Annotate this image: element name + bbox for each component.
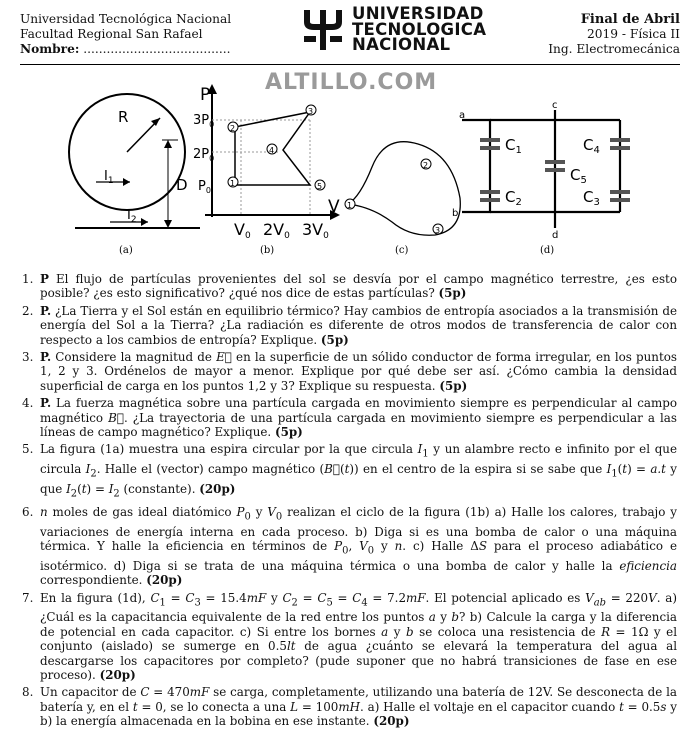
question-2 bbox=[22, 304, 677, 347]
utn-logo bbox=[300, 6, 510, 60]
question-number: 7. bbox=[22, 590, 34, 605]
name-label: Nombre: bbox=[20, 42, 80, 56]
svg-text:C5: $C_5$ bbox=[570, 166, 587, 186]
question-text: n moles de gas ideal diatómico $P_0$ y $V_0$ realizan el ciclo de la figura (1b) a) Halle los calores, trabajo y variaciones de energía interna en cada proceso. b) Diga si es una bomba de calor o una máquina térmica. Y halle la eficiencia en términos de $P_0$, $V_0$ y n. c) Halle ΔS para el proceso adiabático e isotérmico. d) Diga si se trata de una máquina térmica o una bomba de calor y halle la eficiencia correspondiente. (20p) bbox=[40, 504, 678, 588]
figure-d bbox=[462, 110, 630, 228]
svg-text:2: 2 bbox=[230, 124, 236, 133]
question-4 bbox=[22, 396, 677, 439]
figure-d-labels bbox=[452, 100, 600, 256]
question-text: En la figura (1d), $C_1 = C_3 = 15.4mF$ y $C_2 = C_5 = C_4 = 7.2mF$. El potencial aplicado es $V_{ab} = 220V$. a) ¿Cuál es la capacitancia equivalente de la red entre los puntos a y b? b) Calcule la carga y la diferencia de potencial en cada capacitor. c) Si entre los bornes a y b se coloca una resistencia de R = 1Ω y el conjunto (aislado) se sumerge en 0.5lt de agua ¿cuánto se elevará la temperatura del agua al descargarse los capacitores por completo? (pude suponer que no habrá transiciones de fase en ese proceso). (20p) bbox=[40, 590, 678, 682]
figure-c bbox=[345, 142, 460, 256]
conductor-outline bbox=[348, 142, 460, 236]
question-number: 1. bbox=[22, 272, 34, 286]
tick-p0: $P_0$ bbox=[198, 179, 211, 195]
distance-label: D bbox=[176, 176, 188, 194]
question-text: La figura (1a) muestra una espira circular por la que circula $I_1$ y un alambre recto e infinito por el que circula $I_2$. Halle el (vector) campo magnético (B⃗(t)) en el centro de la espira si se sabe que $I_1(t) = a.t$ y que $I_2(t) = I_2$ (constante). (20p) bbox=[40, 442, 677, 500]
figures-panel bbox=[0, 72, 700, 262]
question-7 bbox=[22, 591, 677, 683]
svg-text:d: d bbox=[552, 230, 559, 241]
question-3 bbox=[22, 350, 677, 393]
exam-title: Final de Abril bbox=[580, 12, 680, 27]
svg-text:b: b bbox=[452, 208, 459, 219]
altillo-watermark: ALTILLO.COM bbox=[265, 70, 438, 95]
header-rule bbox=[20, 64, 680, 65]
tick-v0: V0 bbox=[234, 220, 251, 241]
question-number: 4. bbox=[22, 396, 34, 411]
svg-text:a: a bbox=[459, 110, 466, 121]
svg-text:4: 4 bbox=[269, 146, 275, 155]
svg-text:C4: $C_4$ bbox=[583, 136, 600, 156]
tick-2p0: $2P_0$ bbox=[193, 147, 215, 163]
header-left bbox=[20, 12, 231, 57]
svg-text:C3: $C_3$ bbox=[583, 188, 600, 208]
question-text: Un capacitor de C = 470mF se carga, completamente, utilizando una batería de 12V. Se desconecta de la batería y, en el t = 0, se lo conecta a una L = 100mH. a) Halle el voltaje en el capacitor cuando t = 0.5s y b) la energía almacenada en la bobina en ese instante. (20p) bbox=[40, 685, 678, 729]
svg-text:2: 2 bbox=[423, 161, 429, 170]
question-5 bbox=[22, 442, 677, 501]
svg-text:5: 5 bbox=[317, 182, 323, 191]
question-number: 2. bbox=[22, 303, 34, 318]
svg-text:c: c bbox=[552, 100, 558, 111]
question-number: 8. bbox=[22, 685, 34, 700]
career-name: Ing. Electromecánica bbox=[548, 42, 680, 56]
utn-logo-icon bbox=[300, 6, 346, 54]
question-8 bbox=[22, 685, 677, 728]
student-name-line bbox=[20, 42, 231, 57]
svg-text:3: 3 bbox=[435, 226, 441, 235]
faculty-name: Facultad Regional San Rafael bbox=[20, 27, 203, 41]
svg-text:3: 3 bbox=[308, 107, 314, 116]
exam-year: 2019 - Física II bbox=[587, 27, 680, 41]
question-number: 6. bbox=[22, 504, 34, 519]
exam-header bbox=[20, 4, 680, 66]
caption-d: (d) bbox=[540, 245, 555, 256]
svg-text:1: 1 bbox=[230, 179, 236, 188]
axis-p-label: P bbox=[200, 85, 211, 105]
radius-label: R bbox=[118, 108, 129, 126]
question-1 bbox=[22, 272, 677, 301]
figure-a bbox=[69, 94, 200, 256]
svg-text:C2: $C_2$ bbox=[505, 188, 522, 208]
svg-text:1: 1 bbox=[347, 201, 353, 210]
question-text: P El flujo de partículas provenientes del sol se desvía por el campo magnético terrestre, ¿es esto posible? ¿es esto significativo? ¿qué nos dice de estas partículas? (5p) bbox=[40, 272, 677, 301]
question-text: P. ¿La Tierra y el Sol están en equilibrio térmico? Hay cambios de entropía asociados a la transmisión de energía del Sol a la Tierra? ¿La radiación es diferente de otros modos de transferencia de calor con respecto a los cambios de entropía? Explique. (5p) bbox=[40, 303, 677, 347]
university-name: Universidad Tecnológica Nacional bbox=[20, 12, 232, 26]
question-number: 3. bbox=[22, 350, 34, 365]
utn-logo-text: UNIVERSIDAD TECNOLOGICA NACIONAL bbox=[352, 4, 487, 54]
caption-b: (b) bbox=[260, 245, 275, 256]
current-i1-label: $I_1$ bbox=[104, 169, 114, 186]
tick-3v0: 3V0 bbox=[302, 220, 329, 241]
tick-2v0: 2V0 bbox=[263, 220, 290, 241]
question-6 bbox=[22, 505, 677, 588]
question-text: P. Considere la magnitud de E⃗ en la superficie de un sólido conductor de forma irregular, en los puntos 1, 2 y 3. Ordénelos de mayor a menor. Explique por qué debe ser así. ¿Cómo cambia la densidad superficial de carga en los puntos 1,2 y 3? Explique su respuesta. (5p) bbox=[40, 350, 677, 393]
name-blank: ...................................... bbox=[83, 42, 231, 56]
figure-b bbox=[193, 84, 340, 256]
axis-v-label: V bbox=[328, 197, 340, 217]
header-right bbox=[548, 12, 680, 57]
tick-3p0: $3P_0$ bbox=[193, 113, 215, 129]
current-i2-label: $I_2$ bbox=[127, 208, 137, 225]
question-list bbox=[22, 272, 677, 732]
question-text: P. La fuerza magnética sobre una partícula cargada en movimiento siempre es perpendicular al campo magnético B⃗. ¿La trayectoria de una partícula cargada en movimiento siempre es perpendicular a las líneas de campo magnético? Explique. (5p) bbox=[40, 396, 677, 440]
caption-c: (c) bbox=[395, 245, 409, 256]
caption-a: (a) bbox=[119, 245, 133, 256]
svg-text:C1: $C_1$ bbox=[505, 136, 522, 156]
question-number: 5. bbox=[22, 442, 34, 457]
